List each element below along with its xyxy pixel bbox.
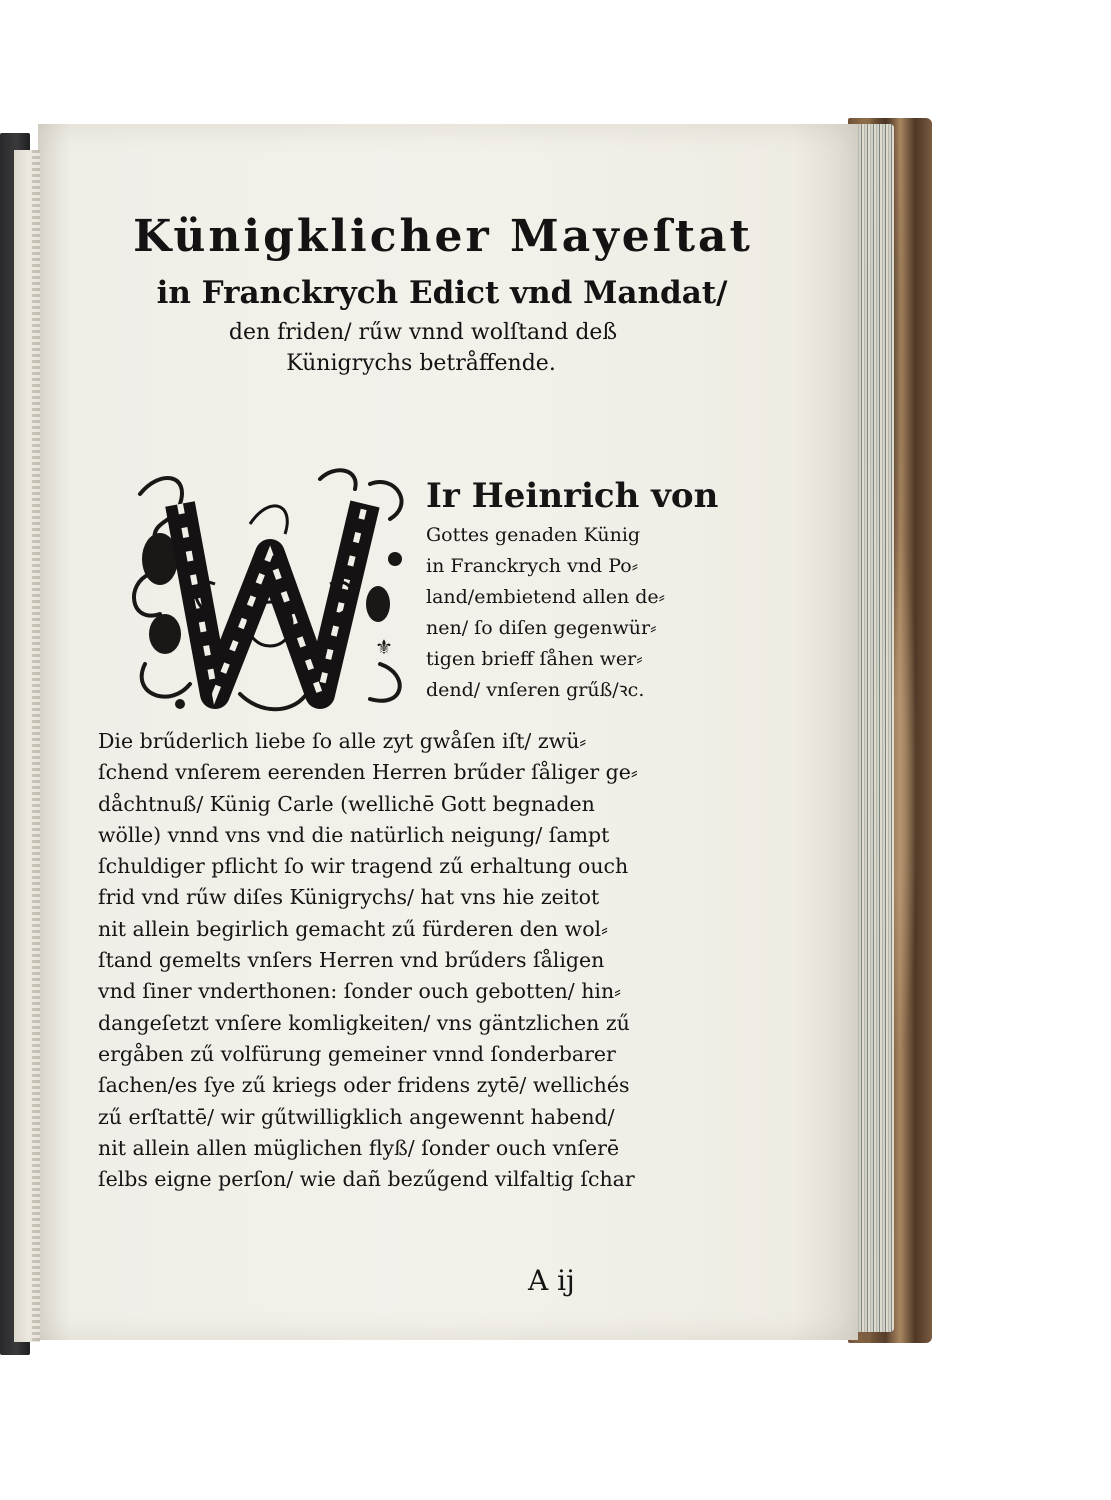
title-line-2: in Franckrych Edict vnd Mandat/ — [156, 275, 728, 311]
text-line: ſchend vnſerem eerenden Herren brűder ſåliger ge⸗ — [98, 760, 638, 785]
text-line: wölle) vnnd vns vnd die natürlich neigung/ ſampt — [98, 822, 610, 847]
text-line: nit allein allen müglichen flyß/ ſonder ouch vnſerē — [98, 1135, 620, 1160]
signature-mark: A ij — [528, 1264, 575, 1297]
opening-line: dend/ vnſeren grűß/ꝛc. — [426, 679, 645, 701]
opening-line: tigen brieff ſåhen wer⸗ — [426, 648, 643, 670]
title-block — [118, 206, 758, 380]
title-line-3: den friden/ rűw vnnd wolſtand deß — [228, 320, 618, 345]
text-line: ſchuldiger pflicht ſo wir tragend zű erhaltung ouch — [98, 854, 629, 879]
title-line-4: Künigrychs betråffende. — [286, 351, 556, 376]
text-line: ſtand gemelts vnſers Herren vnd brűders ſåligen — [98, 948, 605, 973]
text-line: frid vnd rűw diſes Künigrychs/ hat vns hie zeitot — [98, 885, 600, 910]
decorated-initial — [120, 464, 420, 714]
opening-lines — [426, 472, 726, 706]
text-line: ſachen/es ſye zű kriegs oder fridens zytē/ wellichés — [98, 1073, 630, 1098]
text-line: ſelbs eigne perſon/ wie dañ bezűgend vilfaltig ſchar — [98, 1167, 635, 1192]
book-page — [38, 124, 858, 1340]
text-line: ergåben zű volfürung gemeiner vnnd ſonderbarer — [98, 1041, 616, 1066]
opening-line: Ir Heinrich von — [426, 476, 719, 516]
text-line: Die brűderlich liebe ſo alle zyt gwåſen iſt/ zwü⸗ — [98, 729, 587, 753]
opening-line: in Franckrych vnd Po⸗ — [426, 555, 639, 577]
main-paragraph — [98, 726, 748, 1195]
text-line: nit allein begirlich gemacht zű fürderen den wol⸗ — [98, 916, 608, 941]
opening-line: nen/ ſo diſen gegenwür⸗ — [426, 617, 657, 639]
text-line: zű erſtattē/ wir gűtwilligklich angewennt habend/ — [98, 1104, 615, 1129]
ornament-initial-icon — [120, 464, 420, 714]
title-line-1: Künigklicher Mayeſtat — [133, 211, 753, 262]
svg-text:⚜: ⚜ — [375, 635, 393, 659]
opening-line: Gottes genaden Künig — [426, 524, 641, 546]
text-line: dangeſetzt vnſere komligkeiten/ vns gäntzlichen zű — [98, 1010, 630, 1035]
gutter-stitching — [32, 150, 40, 1342]
text-line: vnd ſiner vnderthonen: ſonder ouch gebotten/ hin⸗ — [98, 979, 621, 1004]
text-line: dåchtnuß/ Künig Carle (wellichē Gott begnaden — [98, 791, 595, 816]
opening-line: land/embietend allen de⸗ — [426, 586, 666, 608]
